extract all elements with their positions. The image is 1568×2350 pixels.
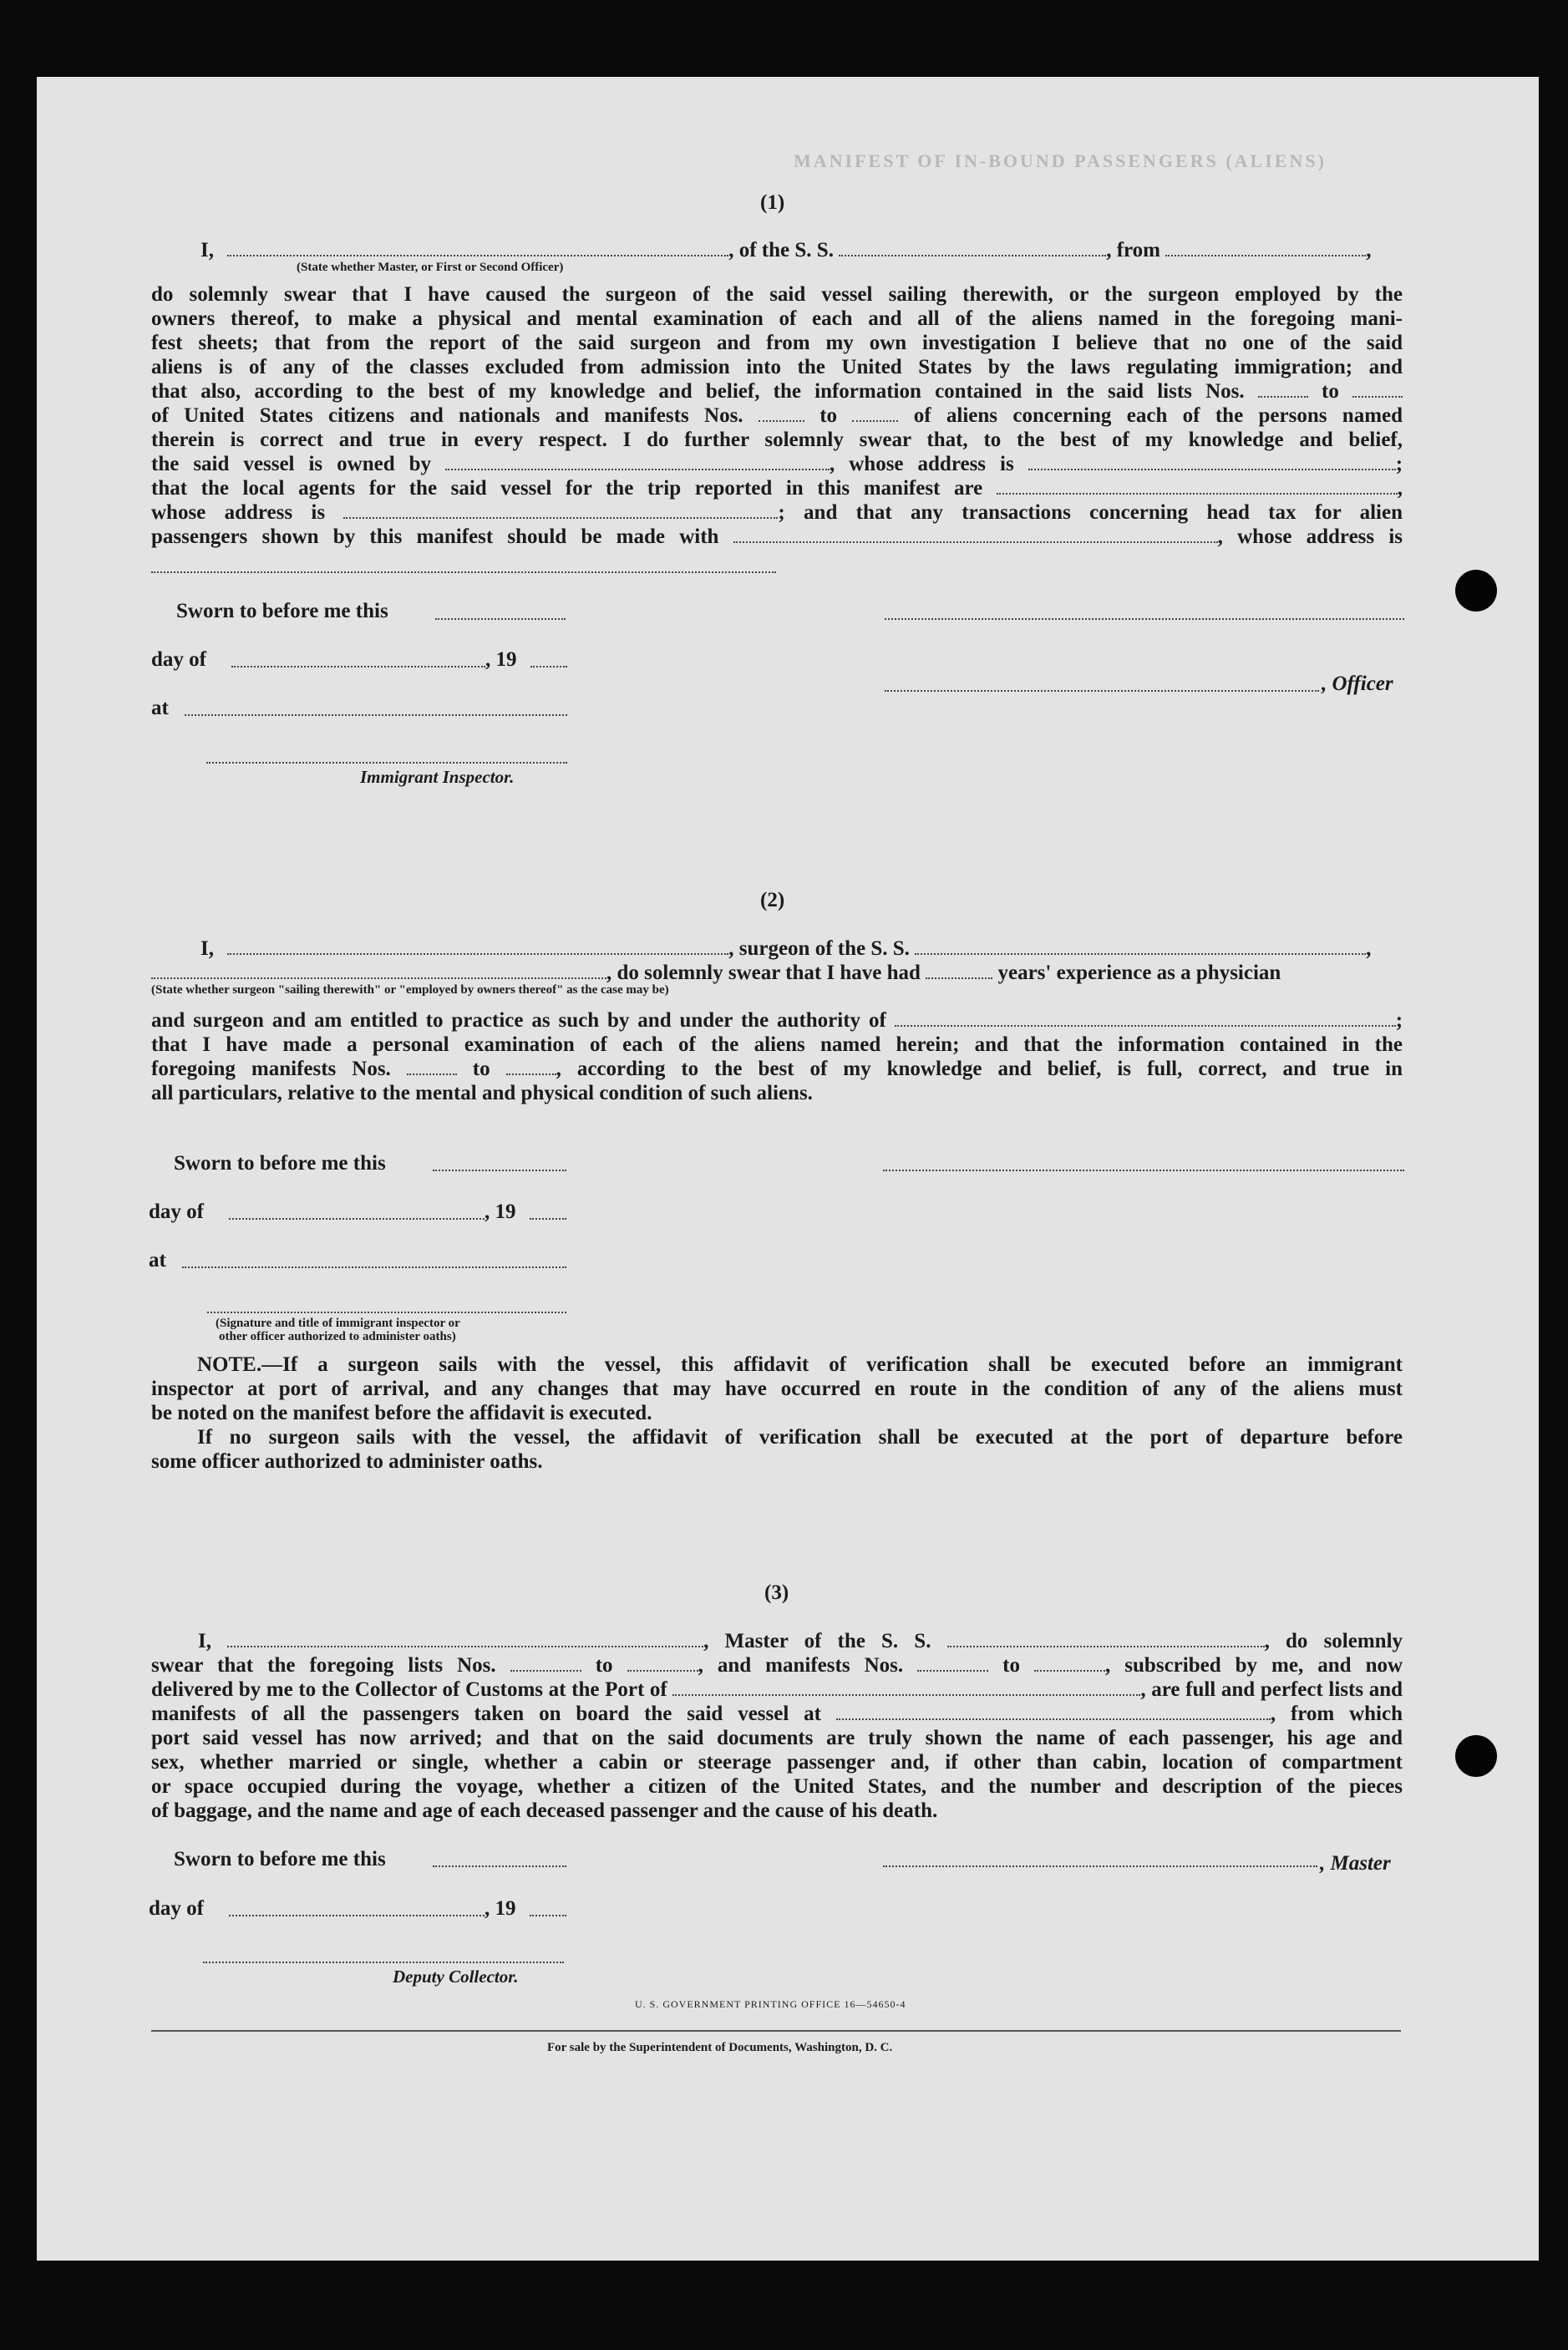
s2-year-label: , 19 xyxy=(485,1200,516,1223)
s1-hint: (State whether Master, or First or Second Officer) xyxy=(297,261,564,274)
s3-paragraph xyxy=(151,1629,1403,1823)
s2-para-line-4: that I have made a personal examination of each of the aliens named herein; and that the information contained in the xyxy=(151,1033,1403,1056)
s1-para-line-8: the said vessel is owned by , whose address is ; xyxy=(151,453,1403,475)
s2-line2: , do solemnly swear that I have had years' experience as a physician xyxy=(151,961,1281,986)
s3-para-line: of baggage, and the name and age of each deceased passenger and the cause of his death. xyxy=(151,1799,938,1822)
s3-master-label: , Master xyxy=(1320,1852,1391,1875)
s1-officer-label: , Officer xyxy=(1322,673,1393,695)
s1-local-agents-field[interactable] xyxy=(997,488,1398,495)
s2-i-label: I, xyxy=(200,937,214,960)
s2-vessel-name-field[interactable] xyxy=(915,948,1366,955)
s1-lists-from-field[interactable] xyxy=(1258,391,1308,398)
s3-year-field[interactable] xyxy=(530,1915,566,1916)
s1-para-line-7: therein is correct and true in every respect. I do further solemnly swear that, to the best of my knowledge and belief, xyxy=(151,429,1403,451)
s2-comma: , xyxy=(1366,937,1372,960)
s2-para-line-3: and surgeon and am entitled to practice as such by and under the authority of ; xyxy=(151,1009,1403,1032)
s2-para-line-6: all particulars, relative to the mental and physical condition of such aliens. xyxy=(151,1082,813,1104)
s1-para-line-6: of United States citizens and nationals and manifests Nos. to of aliens concerning each of the persons named xyxy=(151,404,1403,427)
s1-inspector-signature-line[interactable] xyxy=(206,762,567,764)
s3-para-line: sex, whether married or single, whether a cabin or steerage passenger and, if other than cabin, location of compartment xyxy=(151,1751,1403,1774)
s1-from-port-field[interactable] xyxy=(1165,250,1366,256)
s1-para-line-5: that also, according to the best of my knowledge and belief, the information contained in the said lists Nos. to xyxy=(151,379,1403,404)
punch-hole-bottom xyxy=(1455,1735,1497,1777)
s1-day-of-label: day of xyxy=(151,648,206,671)
s2-at-field[interactable] xyxy=(182,1266,566,1268)
s2-sworn-date-field[interactable] xyxy=(433,1170,566,1171)
s1-year-label: , 19 xyxy=(485,648,517,671)
s2-note xyxy=(151,1353,1403,1474)
s1-para-line: aliens is of any of the classes excluded from admission into the United States by the laws regulating immigration; and xyxy=(151,356,1403,378)
s1-owner-address-field[interactable] xyxy=(1028,464,1396,470)
s1-inspector-label: Immigrant Inspector. xyxy=(360,767,515,787)
s2-authority-field[interactable] xyxy=(895,1020,1396,1027)
s3-manifests-to-field[interactable] xyxy=(1034,1665,1105,1672)
s2-manifests-from-field[interactable] xyxy=(407,1068,457,1075)
s1-para-line-10: whose address is ; and that any transactions concerning head tax for alien xyxy=(151,501,1403,524)
s1-paragraph xyxy=(151,282,1403,549)
s2-at-label: at xyxy=(149,1249,166,1271)
s1-officer-signature-field[interactable] xyxy=(885,618,1404,620)
s2-hint: (State whether surgeon "sailing therewith" or "employed by owners thereof" as the case may be) xyxy=(151,983,669,997)
s1-at-field[interactable] xyxy=(185,714,567,716)
section-3-number: (3) xyxy=(764,1581,789,1604)
section-1-number: (1) xyxy=(760,191,785,214)
s3-sworn-date-field[interactable] xyxy=(433,1865,566,1867)
s2-year-field[interactable] xyxy=(530,1218,566,1220)
s2-manifests-to-field[interactable] xyxy=(506,1068,556,1075)
s3-line-4: manifests of all the passengers taken on board the said vessel at , from which xyxy=(151,1703,1403,1725)
s2-inspector-signature-line[interactable] xyxy=(207,1312,566,1313)
s2-surgeon-type-field[interactable] xyxy=(151,972,606,979)
s1-para-line-9: that the local agents for the said vessel for the trip reported in this manifest are , xyxy=(151,477,1403,500)
s1-vessel-name-field[interactable] xyxy=(839,250,1106,256)
s3-manifests-from-field[interactable] xyxy=(917,1665,988,1672)
s2-sworn-label: Sworn to before me this xyxy=(174,1152,386,1175)
s3-day-of-label: day of xyxy=(149,1897,204,1920)
s1-lists-to-field[interactable] xyxy=(1352,391,1403,398)
s3-boarding-port-field[interactable] xyxy=(836,1713,1271,1720)
s1-sworn-date-field[interactable] xyxy=(435,618,566,620)
s2-paragraph xyxy=(151,1008,1403,1105)
s3-deputy-signature-line[interactable] xyxy=(203,1962,564,1963)
s1-owner-field[interactable] xyxy=(445,464,830,470)
s3-vessel-name-field[interactable] xyxy=(947,1641,1265,1647)
s1-year-field[interactable] xyxy=(530,666,567,667)
s1-from: , from xyxy=(1106,239,1160,261)
s1-sworn-label: Sworn to before me this xyxy=(176,600,388,622)
s3-line-2: swear that the foregoing lists Nos. to , and manifests Nos. to , subscribed by me, and now xyxy=(151,1654,1403,1677)
s1-manifests-from-field[interactable] xyxy=(759,415,804,422)
s1-para-line: owners thereof, to make a physical and mental examination of each and all of the aliens named in the foregoing mani- xyxy=(151,307,1403,330)
s3-sworn-label: Sworn to before me this xyxy=(174,1848,386,1870)
s3-year-label: , 19 xyxy=(485,1897,516,1920)
s2-surgeon-of: , surgeon of the S. S. xyxy=(728,937,910,960)
bleed-through-text: MANIFEST OF IN-BOUND PASSENGERS (ALIENS) xyxy=(794,150,1327,171)
s2-surgeon-name-field[interactable] xyxy=(227,948,728,955)
s1-day-of-field[interactable] xyxy=(231,666,485,667)
s2-note-line: inspector at port of arrival, and any changes that may have occurred en route in the condition of any of the aliens must xyxy=(151,1378,1403,1400)
s1-officer-name-field[interactable] xyxy=(227,250,728,256)
s3-deputy-label: Deputy Collector. xyxy=(393,1967,519,1987)
s2-sig-hint-2: other officer authorized to administer oaths) xyxy=(219,1330,456,1343)
s1-agents-address-field[interactable] xyxy=(343,512,778,519)
s1-of-ss: , of the S. S. xyxy=(728,239,834,261)
s1-para-line: do solemnly swear that I have caused the surgeon of the said vessel sailing therewith, or the surgeon employed by the xyxy=(151,283,1403,306)
s2-para-line-5: foregoing manifests Nos. to , according to the best of my knowledge and belief, is full, correct, and true in xyxy=(151,1058,1403,1080)
gpo-imprint: U. S. GOVERNMENT PRINTING OFFICE 16—54650-4 xyxy=(635,1998,906,2010)
s1-line1 xyxy=(200,238,1372,263)
s1-manifests-to-field[interactable] xyxy=(852,415,898,422)
s3-lists-to-field[interactable] xyxy=(627,1665,698,1672)
s3-line-3: delivered by me to the Collector of Customs at the Port of , are full and perfect lists and xyxy=(151,1678,1403,1701)
s2-note2-line: some officer authorized to administer oaths. xyxy=(151,1450,543,1473)
sale-notice: For sale by the Superintendent of Documents, Washington, D. C. xyxy=(547,2041,893,2054)
s1-para-line: fest sheets; that from the report of the said surgeon and from my own investigation I believe that no one of the said xyxy=(151,332,1403,354)
footer-rule xyxy=(151,2030,1401,2032)
s3-master-signature-field[interactable] xyxy=(883,1865,1317,1867)
s1-head-tax-party-field[interactable] xyxy=(733,536,1218,543)
s1-address-line[interactable] xyxy=(151,571,776,573)
s3-line-1: I, , Master of the S. S. , do solemnly xyxy=(198,1630,1403,1652)
s2-years-field[interactable] xyxy=(926,972,992,979)
s3-lists-from-field[interactable] xyxy=(510,1665,581,1672)
s1-para-line-11: passengers shown by this manifest should be made with , whose address is xyxy=(151,525,1403,548)
section-2-number: (2) xyxy=(760,889,785,911)
punch-hole-top xyxy=(1455,570,1497,612)
s1-officer-line[interactable] xyxy=(885,690,1319,692)
s1-i-label: I, xyxy=(200,239,214,261)
s2-note2-line: If no surgeon sails with the vessel, the affidavit of verification shall be executed at the port of departure before xyxy=(197,1426,1403,1449)
s2-note-line: be noted on the manifest before the affidavit is executed. xyxy=(151,1402,652,1424)
s2-sig-hint-1: (Signature and title of immigrant inspector or xyxy=(216,1317,460,1330)
s1-comma: , xyxy=(1366,239,1372,261)
s3-port-field[interactable] xyxy=(672,1689,1140,1696)
s3-para-line: port said vessel has now arrived; and that on the said documents are truly shown the name of each passenger, his age and xyxy=(151,1727,1403,1749)
s2-line1 xyxy=(200,936,1371,962)
s2-day-of-field[interactable] xyxy=(229,1218,485,1220)
s2-day-of-label: day of xyxy=(149,1200,204,1223)
s3-day-of-field[interactable] xyxy=(229,1915,485,1916)
s1-at-label: at xyxy=(151,697,169,719)
s2-surgeon-signature-field[interactable] xyxy=(883,1170,1404,1171)
s2-note-line-1: NOTE.—If a surgeon sails with the vessel, this affidavit of verification shall be executed before an immigrant xyxy=(197,1353,1403,1376)
s3-master-name-field[interactable] xyxy=(227,1641,703,1647)
s3-para-line: or space occupied during the voyage, whether a citizen of the United States, and the number and description of the pieces xyxy=(151,1775,1403,1798)
